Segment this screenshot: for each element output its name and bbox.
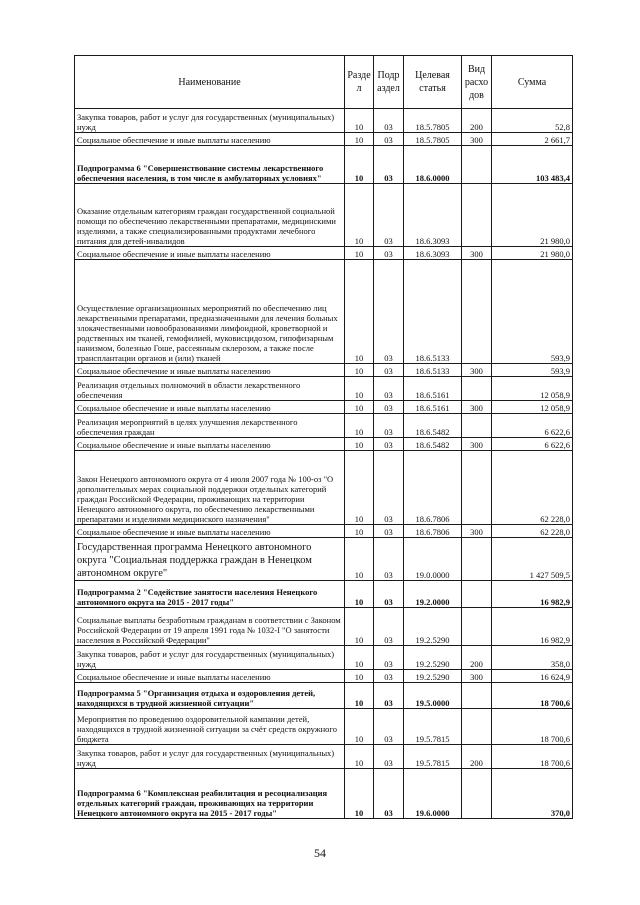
table-row <box>75 109 573 133</box>
row-type <box>462 538 492 581</box>
row-subsection: 03 <box>374 364 404 377</box>
row-target: 18.6.5161 <box>404 377 462 401</box>
row-name: Реализация мероприятий в целях улучшения лекарственного обеспечения граждан <box>75 414 345 438</box>
row-subsection: 03 <box>374 525 404 538</box>
header-type: Вид расхо дов <box>462 56 492 109</box>
row-sum: 52,8 <box>492 109 573 133</box>
row-type <box>462 377 492 401</box>
row-type: 300 <box>462 670 492 683</box>
row-sum: 21 980,0 <box>492 247 573 260</box>
row-name: Социальное обеспечение и иные выплаты населению <box>75 247 345 260</box>
table-row <box>75 260 573 364</box>
row-name: Закон Ненецкого автономного округа от 4 июля 2007 года № 100-оз "О дополнительных мерах социальной поддержки отдельных категорий граждан Российской Федерации, проживающих на территории Ненецкого автономного округа, по обеспечению лекарственными препаратами и изделиями медицинского назначения" <box>75 451 345 525</box>
row-subsection: 03 <box>374 109 404 133</box>
row-section: 10 <box>345 538 374 581</box>
row-sum: 1 427 509,5 <box>492 538 573 581</box>
row-name: Закупка товаров, работ и услуг для государственных (муниципальных) нужд <box>75 109 345 133</box>
row-subsection: 03 <box>374 377 404 401</box>
budget-table <box>74 55 573 819</box>
table-row <box>75 377 573 401</box>
row-section: 10 <box>345 709 374 745</box>
table-row <box>75 670 573 683</box>
row-name: Государственная программа Ненецкого автономного округа "Социальная поддержка граждан в Ненецком автономном округе" <box>75 538 345 581</box>
row-subsection: 03 <box>374 146 404 184</box>
row-section: 10 <box>345 438 374 451</box>
row-section: 10 <box>345 670 374 683</box>
header-name: Наименование <box>75 56 345 109</box>
row-type <box>462 184 492 247</box>
row-subsection: 03 <box>374 608 404 646</box>
row-target: 19.2.5290 <box>404 608 462 646</box>
row-name: Реализация отдельных полномочий в области лекарственного обеспечения <box>75 377 345 401</box>
header-target: Целевая статья <box>404 56 462 109</box>
row-target: 18.6.5161 <box>404 401 462 414</box>
row-target: 18.6.7806 <box>404 525 462 538</box>
table-header <box>75 56 573 109</box>
row-name: Социальные выплаты безработным гражданам в соответствии с Законом Российской Федерации от 19 апреля 1991 года № 1032-I "О занятости населения в Российской Федерации" <box>75 608 345 646</box>
row-type: 300 <box>462 438 492 451</box>
row-section: 10 <box>345 769 374 819</box>
table-row <box>75 438 573 451</box>
row-subsection: 03 <box>374 538 404 581</box>
header-section: Разде л <box>345 56 374 109</box>
row-name: Мероприятия по проведению оздоровительной кампании детей, находящихся в трудной жизненной ситуации за счёт средств окружного бюджета <box>75 709 345 745</box>
row-subsection: 03 <box>374 133 404 146</box>
row-section: 10 <box>345 581 374 608</box>
row-type: 300 <box>462 133 492 146</box>
row-type: 300 <box>462 525 492 538</box>
table-row <box>75 451 573 525</box>
row-section: 10 <box>345 683 374 709</box>
page-number: 54 <box>314 846 326 860</box>
row-target: 18.6.5482 <box>404 438 462 451</box>
row-target: 19.5.7815 <box>404 745 462 769</box>
row-type: 200 <box>462 646 492 670</box>
row-name: Подпрограмма 6 "Комплексная реабилитация и ресоциализация отдельных категорий граждан, проживающих на территории Ненецкого автономного округа на 2015 - 2017 годы" <box>75 769 345 819</box>
row-target: 18.6.5482 <box>404 414 462 438</box>
row-subsection: 03 <box>374 683 404 709</box>
row-name: Социальное обеспечение и иные выплаты населению <box>75 670 345 683</box>
row-subsection: 03 <box>374 184 404 247</box>
row-type <box>462 709 492 745</box>
table-row <box>75 538 573 581</box>
row-type <box>462 683 492 709</box>
row-sum: 12 058,9 <box>492 377 573 401</box>
row-name: Социальное обеспечение и иные выплаты населению <box>75 525 345 538</box>
row-sum: 18 700,6 <box>492 683 573 709</box>
row-type: 300 <box>462 247 492 260</box>
row-target: 19.5.0000 <box>404 683 462 709</box>
row-section: 10 <box>345 451 374 525</box>
row-section: 10 <box>345 364 374 377</box>
row-subsection: 03 <box>374 670 404 683</box>
row-sum: 18 700,6 <box>492 709 573 745</box>
row-target: 18.5.7805 <box>404 133 462 146</box>
row-sum: 16 624,9 <box>492 670 573 683</box>
row-sum: 370,0 <box>492 769 573 819</box>
row-target: 19.2.5290 <box>404 670 462 683</box>
row-sum: 2 661,7 <box>492 133 573 146</box>
row-name: Социальное обеспечение и иные выплаты населению <box>75 401 345 414</box>
row-subsection: 03 <box>374 451 404 525</box>
row-subsection: 03 <box>374 769 404 819</box>
row-subsection: 03 <box>374 709 404 745</box>
row-section: 10 <box>345 247 374 260</box>
row-sum: 103 483,4 <box>492 146 573 184</box>
row-name: Социальное обеспечение и иные выплаты населению <box>75 133 345 146</box>
row-target: 18.6.5133 <box>404 260 462 364</box>
row-target: 19.6.0000 <box>404 769 462 819</box>
table-row <box>75 581 573 608</box>
table-row <box>75 414 573 438</box>
row-sum: 62 228,0 <box>492 525 573 538</box>
row-subsection: 03 <box>374 260 404 364</box>
table-row <box>75 525 573 538</box>
row-section: 10 <box>345 260 374 364</box>
row-name: Подпрограмма 6 "Совершенствование системы лекарственного обеспечения населения, в том числе в амбулаторных условиях" <box>75 146 345 184</box>
row-section: 10 <box>345 109 374 133</box>
row-name: Оказание отдельным категориям граждан государственной социальной помощи по обеспечению лекарственными препаратами, медицинскими изделиями, а также специализированными продуктами лечебного питания для детей-инвалидов <box>75 184 345 247</box>
row-sum: 12 058,9 <box>492 401 573 414</box>
row-section: 10 <box>345 608 374 646</box>
row-type <box>462 260 492 364</box>
row-subsection: 03 <box>374 247 404 260</box>
header-subsection: Подр аздел <box>374 56 404 109</box>
row-sum: 6 622,6 <box>492 438 573 451</box>
row-type <box>462 608 492 646</box>
row-target: 19.5.7815 <box>404 709 462 745</box>
row-target: 19.0.0000 <box>404 538 462 581</box>
row-sum: 18 700,6 <box>492 745 573 769</box>
row-target: 18.6.3093 <box>404 184 462 247</box>
row-type: 300 <box>462 401 492 414</box>
row-section: 10 <box>345 133 374 146</box>
row-section: 10 <box>345 401 374 414</box>
row-name: Закупка товаров, работ и услуг для государственных (муниципальных) нужд <box>75 646 345 670</box>
row-type: 200 <box>462 109 492 133</box>
table-row <box>75 184 573 247</box>
row-subsection: 03 <box>374 401 404 414</box>
row-section: 10 <box>345 377 374 401</box>
row-type <box>462 414 492 438</box>
table-row <box>75 769 573 819</box>
row-name: Социальное обеспечение и иные выплаты населению <box>75 364 345 377</box>
row-name: Подпрограмма 2 "Содействие занятости населения Ненецкого автономного округа на 2015 - 2017 годы" <box>75 581 345 608</box>
row-name: Осуществление организационных мероприятий по обеспечению лиц лекарственными препаратами, предназначенными для лечения больных злокачественными новообразованиями лимфоидной, кроветворной и родственных им тканей, гемофилией, муковисцидозом, гипофизарным нанизмом, болезнью Гоше, рассеянным склерозом, а также после трансплантации органов и (или) тканей <box>75 260 345 364</box>
header-sum: Сумма <box>492 56 573 109</box>
row-name: Социальное обеспечение и иные выплаты населению <box>75 438 345 451</box>
row-target: 18.6.5133 <box>404 364 462 377</box>
row-target: 18.6.7806 <box>404 451 462 525</box>
table-row <box>75 683 573 709</box>
row-target: 18.5.7805 <box>404 109 462 133</box>
row-sum: 16 982,9 <box>492 581 573 608</box>
table-row <box>75 247 573 260</box>
table-row <box>75 745 573 769</box>
row-subsection: 03 <box>374 745 404 769</box>
table-row <box>75 146 573 184</box>
row-type <box>462 451 492 525</box>
row-sum: 6 622,6 <box>492 414 573 438</box>
table-row <box>75 133 573 146</box>
table-row <box>75 401 573 414</box>
row-section: 10 <box>345 184 374 247</box>
table-row <box>75 364 573 377</box>
row-section: 10 <box>345 414 374 438</box>
row-subsection: 03 <box>374 414 404 438</box>
table-row <box>75 646 573 670</box>
row-section: 10 <box>345 646 374 670</box>
row-sum: 358,0 <box>492 646 573 670</box>
row-section: 10 <box>345 146 374 184</box>
row-name: Закупка товаров, работ и услуг для государственных (муниципальных) нужд <box>75 745 345 769</box>
row-sum: 62 228,0 <box>492 451 573 525</box>
row-target: 19.2.5290 <box>404 646 462 670</box>
row-type <box>462 146 492 184</box>
row-name: Подпрограмма 5 "Организация отдыха и оздоровления детей, находящихся в трудной жизненной ситуации" <box>75 683 345 709</box>
row-sum: 593,9 <box>492 364 573 377</box>
table-row <box>75 608 573 646</box>
row-type <box>462 769 492 819</box>
row-subsection: 03 <box>374 646 404 670</box>
table-body <box>75 109 573 819</box>
row-sum: 593,9 <box>492 260 573 364</box>
row-subsection: 03 <box>374 581 404 608</box>
row-type: 300 <box>462 364 492 377</box>
row-target: 18.6.3093 <box>404 247 462 260</box>
row-section: 10 <box>345 745 374 769</box>
row-type: 200 <box>462 745 492 769</box>
row-subsection: 03 <box>374 438 404 451</box>
table-row <box>75 709 573 745</box>
row-target: 19.2.0000 <box>404 581 462 608</box>
row-target: 18.6.0000 <box>404 146 462 184</box>
row-section: 10 <box>345 525 374 538</box>
row-sum: 21 980,0 <box>492 184 573 247</box>
row-type <box>462 581 492 608</box>
row-sum: 16 982,9 <box>492 608 573 646</box>
